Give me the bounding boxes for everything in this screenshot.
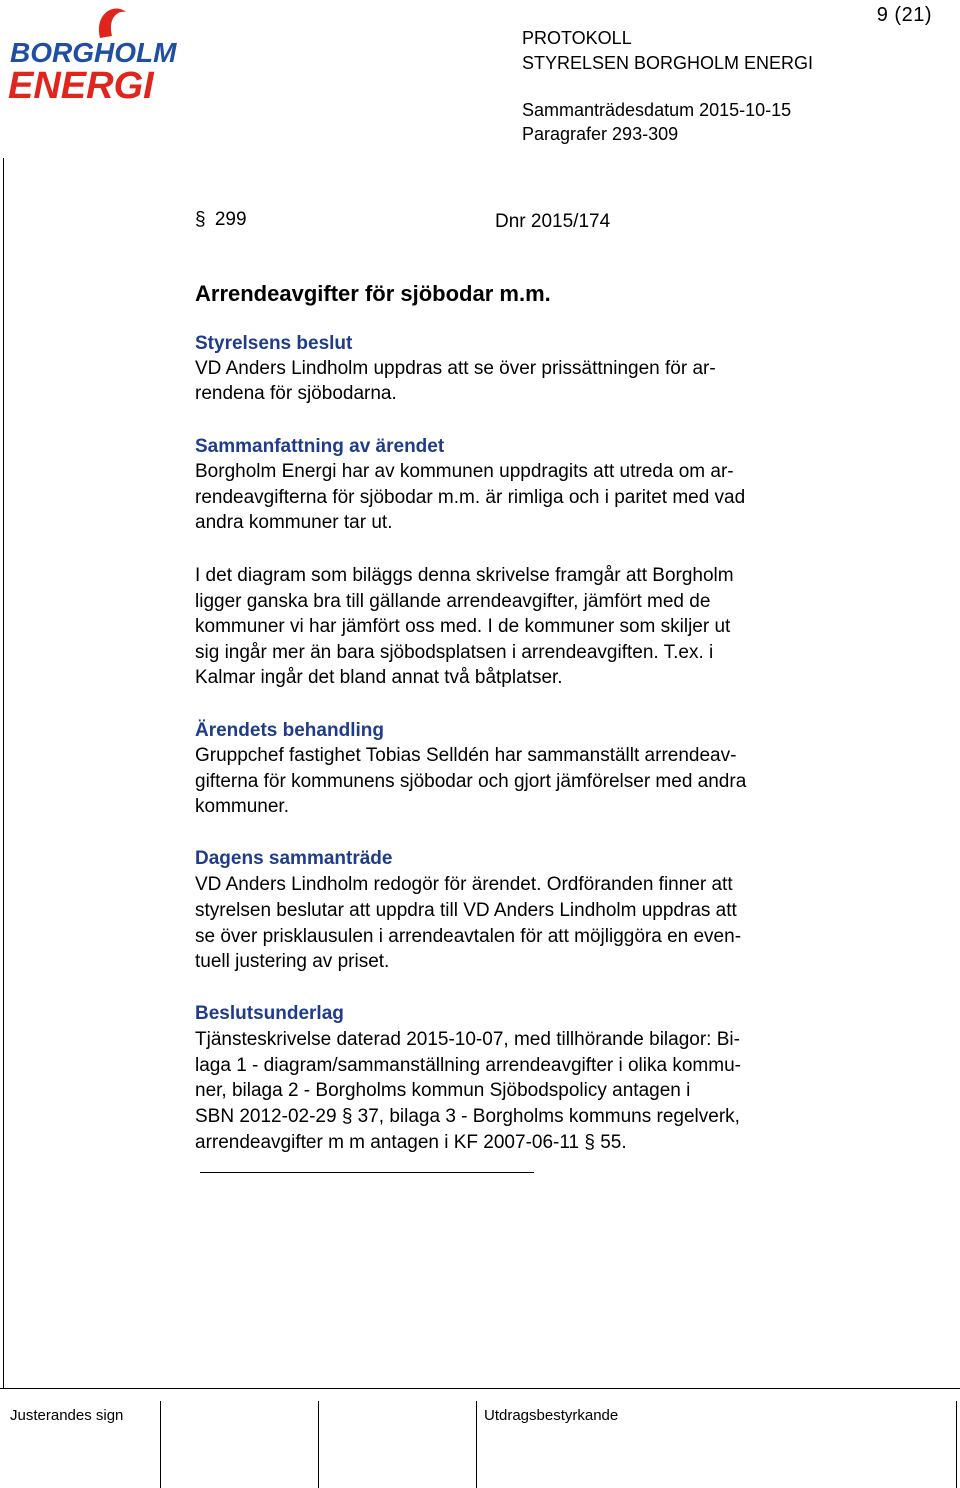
footer-signature-box xyxy=(0,1388,960,1488)
logo-text-energi: ENERGI xyxy=(8,65,154,100)
doc-type: PROTOKOLL xyxy=(522,28,632,48)
body-line: tuell justering av priset. xyxy=(195,951,390,972)
borgholm-energi-logo xyxy=(8,4,178,100)
body-line: rendena för sjöbodarna. xyxy=(195,383,397,404)
body-line: rendeavgifterna för sjöbodar m.m. är rimliga och i paritet med vad xyxy=(195,487,746,508)
body-line: gifterna för kommunens sjöbodar och gjort jämförelser med andra xyxy=(195,771,747,792)
body-line: laga 1 - diagram/sammanställning arrendeavgifter i olika kommu- xyxy=(195,1055,741,1076)
section-sign: § xyxy=(195,209,206,230)
body-line: se över prisklausulen i arrendeavtalen för att möjliggöra en even- xyxy=(195,926,742,947)
dnr: Dnr 2015/174 xyxy=(495,211,611,232)
signature-field-divider xyxy=(318,1401,319,1488)
beslut-heading: Styrelsens beslut xyxy=(195,333,353,354)
justerandes-sign-label: Justerandes sign xyxy=(10,1407,124,1424)
body-line: arrendeavgifter m m antagen i KF 2007-06-11 § 55. xyxy=(195,1132,627,1153)
end-separator-line xyxy=(200,1172,534,1173)
signature-field-divider xyxy=(956,1401,957,1488)
dagens-heading: Dagens sammanträde xyxy=(195,848,393,869)
behandling-heading: Ärendets behandling xyxy=(195,720,384,741)
item-number: 299 xyxy=(214,209,247,230)
logo-flame-icon xyxy=(99,8,126,38)
body-line: Borgholm Energi har av kommunen uppdragits att utreda om ar- xyxy=(195,461,734,482)
left-margin-rule xyxy=(3,158,4,1388)
body-line: Kalmar ingår det bland annat två båtplatser. xyxy=(195,667,563,688)
logo-text-borgholm: BORGHOLM xyxy=(10,37,177,68)
underlag-heading: Beslutsunderlag xyxy=(195,1003,344,1024)
body-line: Gruppchef fastighet Tobias Selldén har sammanställt arrendeav- xyxy=(195,745,737,766)
body-line: SBN 2012-02-29 § 37, bilaga 3 - Borgholms kommuns regelverk, xyxy=(195,1106,740,1127)
body-line: styrelsen beslutar att uppdra till VD Anders Lindholm uppdras att xyxy=(195,900,737,921)
body-line: kommuner. xyxy=(195,796,289,817)
body-line: sig ingår mer än bara sjöbodsplatsen i arrendeavgiften. T.ex. i xyxy=(195,642,714,663)
signature-field-divider xyxy=(476,1401,477,1488)
board-name: STYRELSEN BORGHOLM ENERGI xyxy=(522,53,814,73)
paragraph-range: Paragrafer 293-309 xyxy=(522,124,679,144)
sammanfattning-heading: Sammanfattning av ärendet xyxy=(195,436,445,457)
item-title: Arrendeavgifter för sjöbodar m.m. xyxy=(195,281,551,306)
body-line: Tjänsteskrivelse daterad 2015-10-07, med tillhörande bilagor: Bi- xyxy=(195,1029,740,1050)
meeting-date: Sammanträdesdatum 2015-10-15 xyxy=(522,100,792,120)
body-line: VD Anders Lindholm redogör för ärendet. Ordföranden finner att xyxy=(195,874,733,895)
body-line: ligger ganska bra till gällande arrendeavgifter, jämfört med de xyxy=(195,591,711,612)
page-number: 9 (21) xyxy=(876,4,932,26)
utdragsbestyrkande-label: Utdragsbestyrkande xyxy=(484,1407,619,1424)
body-line: ner, bilaga 2 - Borgholms kommun Sjöbodspolicy antagen i xyxy=(195,1080,691,1101)
signature-field-divider xyxy=(160,1401,161,1488)
item-number-line xyxy=(195,208,247,232)
body-line: VD Anders Lindholm uppdras att se över prissättningen för ar- xyxy=(195,358,716,379)
body-line: andra kommuner tar ut. xyxy=(195,512,393,533)
logo-graphic xyxy=(8,4,178,100)
body-line: kommuner vi har jämfört oss med. I de kommuner som skiljer ut xyxy=(195,616,731,637)
body-line: I det diagram som biläggs denna skrivelse framgår att Borgholm xyxy=(195,565,734,586)
